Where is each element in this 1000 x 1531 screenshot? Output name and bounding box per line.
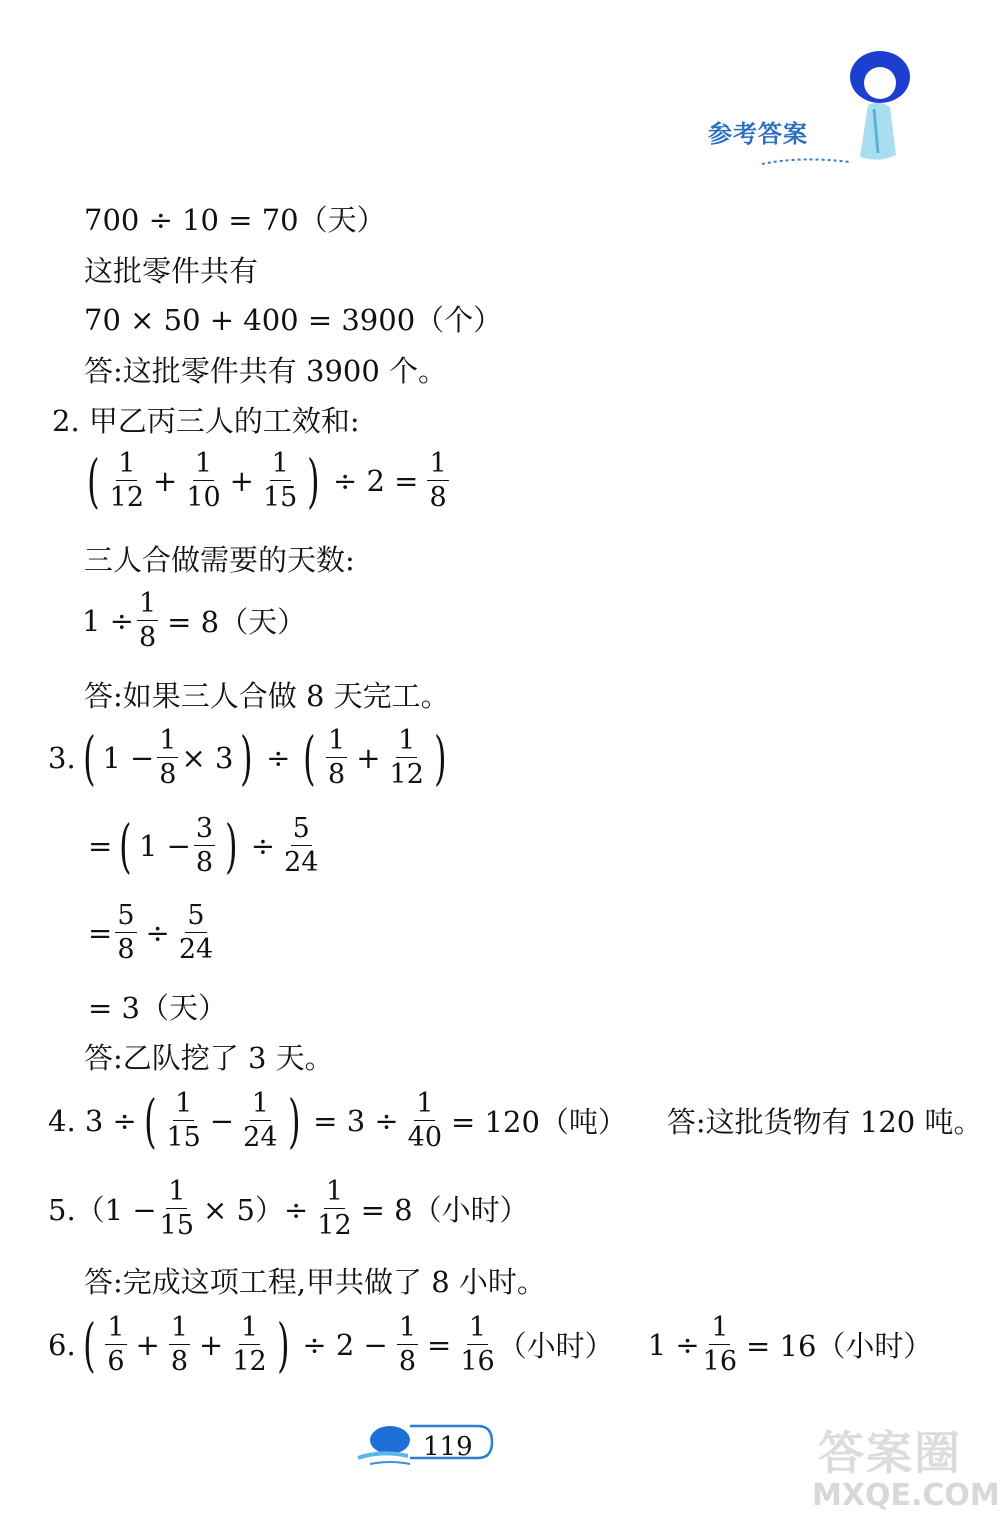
- expression-text: 1 ÷: [647, 1327, 700, 1362]
- expression-text: ÷: [145, 915, 170, 950]
- expression-text: ÷ 2 −: [302, 1327, 388, 1362]
- fraction: $\frac{5}{24}$: [178, 900, 214, 965]
- expression-text: （小时）: [497, 1329, 614, 1363]
- equation-5: [48, 1178, 535, 1239]
- line-2: 这批零件共有: [84, 254, 259, 288]
- question-number: 3.: [48, 740, 76, 775]
- fraction: $\frac{1}{8}$: [429, 448, 447, 513]
- paren-open: (: [87, 446, 100, 515]
- fraction: $\frac{5}{24}$: [284, 813, 319, 878]
- watermark-logo: 答案圈: [818, 1426, 962, 1480]
- equation-2b: [82, 590, 312, 651]
- equation-3c: [88, 902, 216, 963]
- expression-text: × 3: [181, 740, 234, 775]
- fraction: $\frac{1}{15}$: [159, 1176, 194, 1241]
- fraction: $\frac{1}{10}$: [186, 448, 221, 513]
- answer-text: 答:这批货物有 120 吨。: [666, 1105, 983, 1139]
- fraction: $\frac{1}{40}$: [407, 1088, 443, 1153]
- line-7: 三人合做需要的天数:: [84, 543, 355, 577]
- expression-text: × 5）÷: [203, 1193, 309, 1227]
- line-4: 答:这批零件共有 3900 个。: [84, 354, 448, 388]
- watermark-url: MXQE.COM: [812, 1478, 1000, 1513]
- equation-2: ( $\frac{1}{12}$ + $\frac{1}{10}$ + $\frac{1}{15}$ ) ÷ 2 = $\frac{1}{8}$: [87, 446, 447, 515]
- header-decoration-dots: [760, 150, 860, 170]
- fraction: $\frac{1}{12}$: [389, 725, 424, 790]
- line-3: 70 × 50 + 400 = 3900（个）: [84, 303, 503, 337]
- header-girl-illustration: [830, 45, 930, 165]
- question-number: 6.: [48, 1327, 76, 1362]
- fraction: $\frac{1}{15}$: [262, 448, 298, 513]
- expression-text: =: [88, 828, 113, 863]
- line-1: 700 ÷ 10 = 70（天）: [84, 203, 386, 237]
- question-number: 5.（1 −: [48, 1193, 157, 1227]
- header-label: 参考答案: [708, 120, 808, 148]
- page-number: 119: [423, 1432, 473, 1462]
- expression-text: ÷ 2 =: [332, 463, 419, 498]
- fraction: $\frac{1}{6}$: [107, 1312, 125, 1377]
- expression-text: 1 ÷: [82, 603, 134, 638]
- equation-6: 6. ( $\frac{1}{6}$ + $\frac{1}{8}$ + $\frac{1}{12}$ ) ÷ 2 − $\frac{1}{8}$ = $\frac{1}{16}$ （小时） 1 ÷ $\frac{1}{16}$ = 16（小时）: [48, 1310, 933, 1379]
- line-9: 答:如果三人合做 8 天完工。: [84, 679, 450, 713]
- expression-text: 1 −: [102, 740, 155, 775]
- paren-close: ): [307, 446, 320, 515]
- expression-text: =: [88, 915, 113, 950]
- expression-text: = 120（吨）: [451, 1105, 627, 1139]
- expression-text: =: [427, 1327, 452, 1362]
- expression-text: = 16（小时）: [746, 1329, 933, 1363]
- fraction: $\frac{1}{16}$: [702, 1312, 738, 1377]
- equation-3b: = ( 1 − $\frac{3}{8}$ ) ÷ $\frac{5}{24}$: [88, 811, 319, 880]
- fraction: $\frac{1}{8}$: [159, 725, 177, 790]
- expression-text: 1 −: [138, 828, 191, 863]
- fraction: $\frac{1}{12}$: [317, 1176, 352, 1241]
- fraction: $\frac{1}{8}$: [328, 725, 346, 790]
- fraction: $\frac{1}{15}$: [166, 1088, 201, 1153]
- fraction: $\frac{1}{24}$: [243, 1088, 278, 1153]
- line-14: 答:乙队挖了 3 天。: [84, 1041, 334, 1075]
- equation-3: 3. ( 1 − $\frac{1}{8}$ × 3 ) ÷ ( $\frac{1}{8}$ + $\frac{1}{12}$ ): [48, 723, 447, 792]
- line-5: 2. 甲乙丙三人的工效和:: [52, 404, 360, 438]
- fraction: $\frac{5}{8}$: [117, 900, 135, 965]
- fraction: $\frac{1}{16}$: [460, 1312, 495, 1377]
- fraction: $\frac{1}{12}$: [232, 1312, 267, 1377]
- question-number: 4. 3 ÷: [48, 1103, 137, 1138]
- expression-text: ÷: [250, 828, 276, 863]
- fraction: $\frac{1}{8}$: [138, 588, 157, 653]
- expression-text: = 3 ÷: [313, 1103, 399, 1138]
- fraction: $\frac{1}{8}$: [170, 1312, 188, 1377]
- fraction: $\frac{1}{12}$: [109, 448, 144, 513]
- equation-4: 4. 3 ÷ ( $\frac{1}{15}$ − $\frac{1}{24}$ ) = 3 ÷ $\frac{1}{40}$ = 120（吨） 答:这批货物有 120 吨。: [48, 1086, 983, 1155]
- line-17: 答:完成这项工程,甲共做了 8 小时。: [84, 1265, 546, 1299]
- fraction: $\frac{3}{8}$: [195, 813, 214, 878]
- expression-text: = 8（小时）: [360, 1193, 529, 1227]
- line-13: = 3（天）: [88, 991, 227, 1025]
- expression-text: = 8（天）: [167, 605, 307, 639]
- fraction: $\frac{1}{8}$: [398, 1312, 416, 1377]
